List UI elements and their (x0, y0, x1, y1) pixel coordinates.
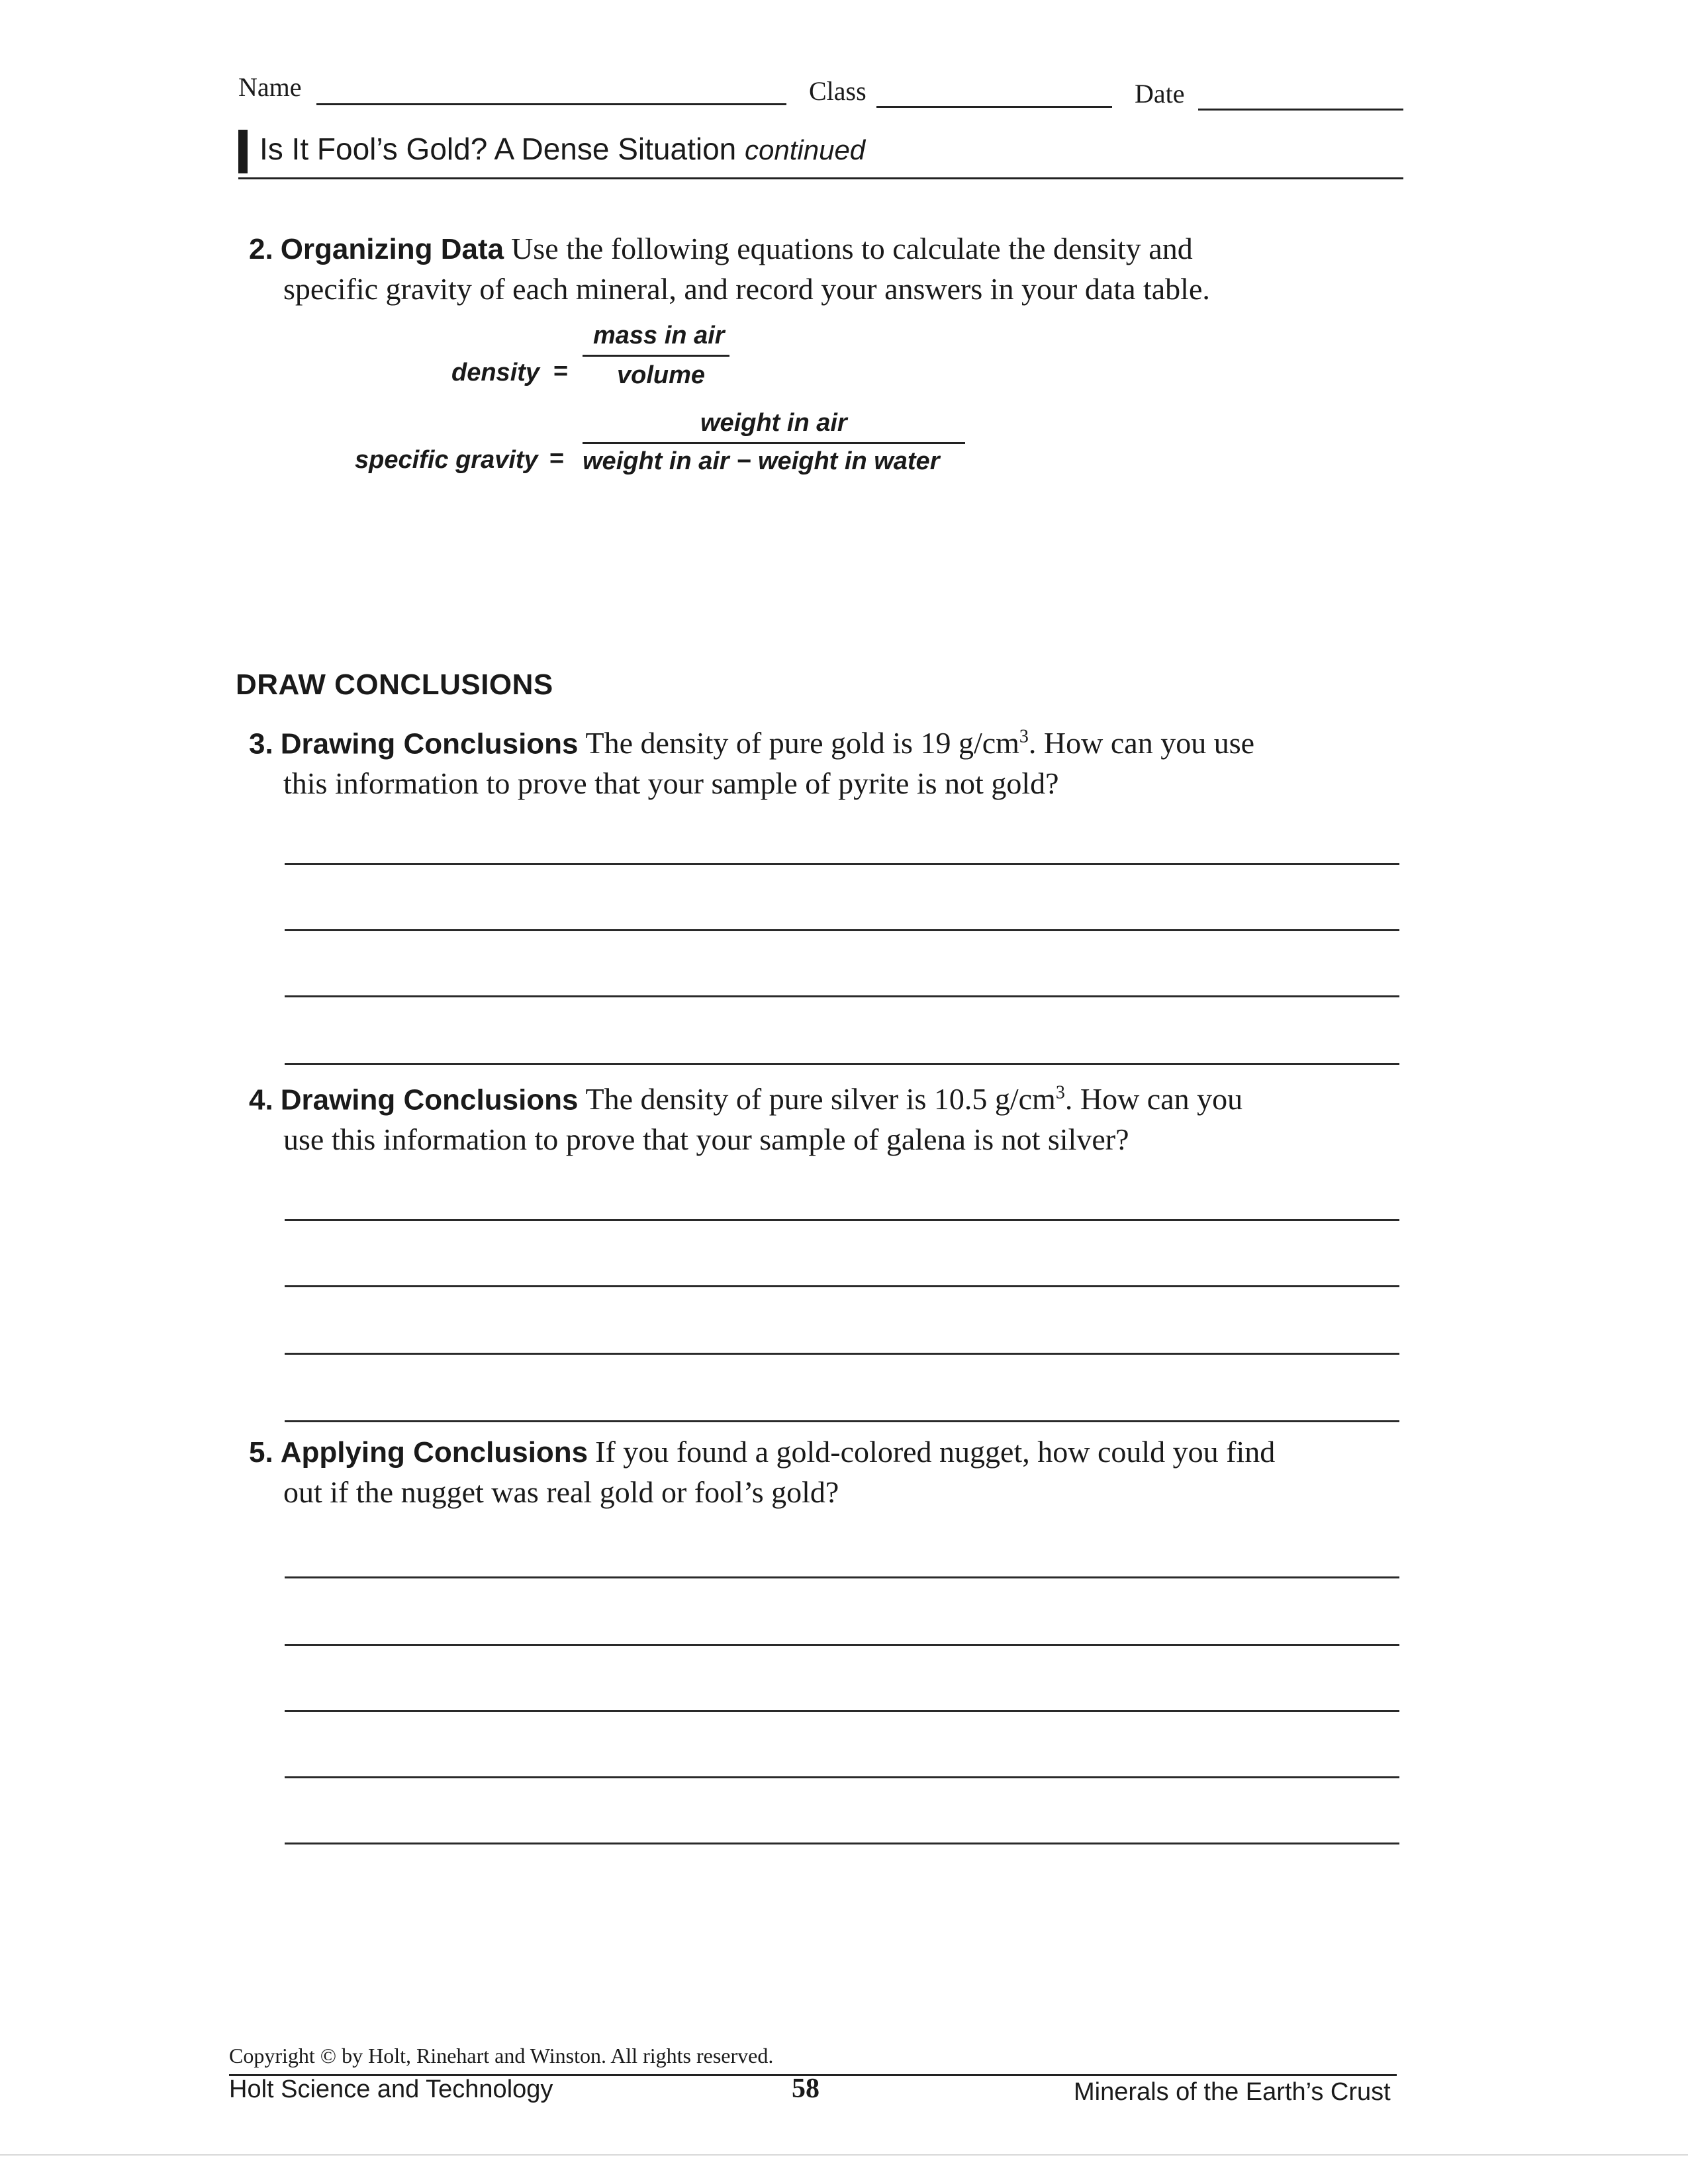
question-lead: Organizing Data (280, 233, 504, 265)
question-text: Use the following equations to calculate the density and (511, 232, 1193, 265)
question-4 (249, 1073, 1401, 1160)
question-3 (249, 717, 1401, 803)
answer-line[interactable] (285, 1776, 1399, 1778)
answer-line[interactable] (285, 1644, 1399, 1646)
date-label: Date (1135, 79, 1185, 109)
sg-equals: = (549, 445, 565, 473)
page-title-text: Is It Fool’s Gold? A Dense Situation (259, 132, 737, 166)
superscript: 3 (1055, 1083, 1065, 1103)
answer-line[interactable] (285, 1420, 1399, 1422)
page-number: 58 (792, 2073, 820, 2104)
question-text-continued: use this information to prove that your sample of galena is not silver? (283, 1122, 1129, 1157)
question-text-b: . How can you use (1028, 726, 1255, 760)
answer-line[interactable] (285, 929, 1399, 931)
page-title (259, 131, 865, 167)
answer-line[interactable] (285, 1285, 1399, 1287)
question-number: 2. (249, 233, 273, 265)
answer-line[interactable] (285, 995, 1399, 997)
density-equals: = (553, 357, 569, 385)
class-label: Class (809, 76, 867, 106)
answer-line[interactable] (285, 1576, 1399, 1578)
question-text: If you found a gold-colored nugget, how could you find (595, 1435, 1276, 1469)
sg-denominator: weight in air − weight in water (583, 447, 940, 475)
question-text-continued: this information to prove that your sample of pyrite is not gold? (283, 766, 1059, 801)
question-number: 3. (249, 727, 273, 760)
sg-fraction-bar (583, 442, 965, 444)
answer-line[interactable] (285, 863, 1399, 865)
question-text-continued: specific gravity of each mineral, and record your answers in your data table. (283, 272, 1210, 306)
question-number: 5. (249, 1436, 273, 1469)
density-numerator: mass in air (593, 322, 725, 349)
name-field[interactable] (316, 103, 786, 105)
name-label: Name (238, 72, 302, 102)
question-text-a: The density of pure gold is 19 g/cm (585, 726, 1019, 760)
question-text (586, 726, 1254, 760)
footer-publisher: Holt Science and Technology (229, 2075, 553, 2103)
title-rule (238, 177, 1403, 179)
question-2 (249, 229, 1401, 309)
answer-line[interactable] (285, 1353, 1399, 1355)
answer-line[interactable] (285, 1710, 1399, 1712)
question-number: 4. (249, 1083, 273, 1116)
density-denominator: volume (617, 361, 706, 389)
question-text (586, 1082, 1243, 1116)
date-field[interactable] (1198, 109, 1403, 111)
question-5 (249, 1432, 1401, 1512)
density-fraction-bar (583, 355, 729, 357)
question-lead: Applying Conclusions (280, 1436, 588, 1469)
answer-line[interactable] (285, 1063, 1399, 1065)
question-text-b: . How can you (1064, 1082, 1243, 1116)
footer-chapter: Minerals of the Earth’s Crust (1074, 2078, 1391, 2106)
answer-line[interactable] (285, 1219, 1399, 1221)
sg-label: specific gravity (355, 446, 538, 474)
scan-edge (0, 2154, 1688, 2156)
superscript: 3 (1019, 727, 1029, 747)
page-title-continued: continued (745, 134, 866, 165)
question-text-continued: out if the nugget was real gold or fool’s gold? (283, 1475, 839, 1509)
sg-numerator: weight in air (700, 409, 847, 437)
density-label: density (451, 359, 540, 387)
answer-line[interactable] (285, 1843, 1399, 1844)
class-field[interactable] (876, 106, 1112, 108)
section-heading: DRAW CONCLUSIONS (236, 668, 553, 701)
title-marker (238, 130, 248, 173)
copyright: Copyright © by Holt, Rinehart and Winston. All rights reserved. (229, 2044, 774, 2068)
question-text-a: The density of pure silver is 10.5 g/cm (585, 1082, 1056, 1116)
question-lead: Drawing Conclusions (280, 1083, 579, 1116)
question-lead: Drawing Conclusions (280, 727, 579, 760)
